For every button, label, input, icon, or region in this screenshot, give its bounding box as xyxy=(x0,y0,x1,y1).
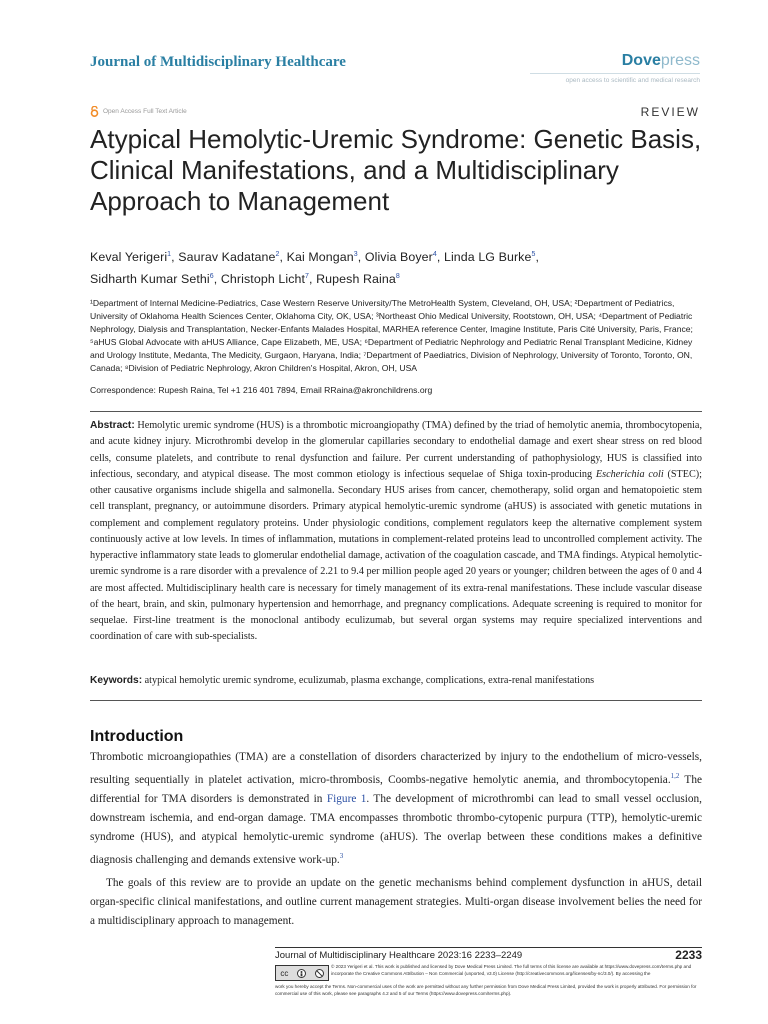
abstract-label: Abstract: xyxy=(90,420,135,431)
abstract-top-rule xyxy=(90,411,702,412)
keywords xyxy=(90,675,702,686)
intro-text-a: Thrombotic microangiopathies (TMA) are a constellation of disorders characterized by injury to the endothelium of micro-vessels, resulting sequentially in platelet activation, micro-thrombosis, Coombs-negative hemolytic anemia, and thrombocytopenia. xyxy=(90,751,702,786)
page-number: 2233 xyxy=(675,948,702,962)
open-access-badge xyxy=(90,106,187,117)
citation-ref[interactable]: 3 xyxy=(339,851,344,860)
abstract-text-1: Hemolytic uremic syndrome (HUS) is a thrombotic microangiopathy (TMA) defined by the triad of hemolytic anemia, thrombocytopenia, and acute kidney injury. Microthrombi develop in the glomerular capillaries secondary to endothelial damage and exert shear stress on red blood cells, consume platelets, and contribute to renal dysfunction and failure. Per current understanding of pathophysiology, HUS is classified into infectious, secondary, and atypical disease. The most common etiology is infectious sequelae of Shiga toxin-producing xyxy=(90,420,702,480)
keywords-text: atypical hemolytic uremic syndrome, eculizumab, plasma exchange, complications, extra-renal manifestations xyxy=(142,675,595,686)
author-name: Christoph Licht xyxy=(220,272,306,287)
author-name: Linda LG Burke xyxy=(443,250,532,265)
footer-citation: Journal of Multidisciplinary Healthcare 2023:16 2233–2249 xyxy=(275,950,523,961)
intro-paragraph-2: The goals of this review are to provide an update on the genetic mechanisms behind complement dysfunction in aHUS, detail organ-specific clinical manifestations, and outline current management strategies. Multi-organ disease involvement belies the need for a multidisciplinary approach to management. xyxy=(90,876,702,927)
author-name: Keval Yerigeri xyxy=(90,250,168,265)
open-access-label: Open Access Full Text Article xyxy=(103,108,187,115)
intro-text-b: The differential for TMA disorders is demonstrated in xyxy=(90,773,702,805)
author-affiliation-ref[interactable]: 2 xyxy=(275,251,280,258)
journal-title[interactable]: Journal of Multidisciplinary Healthcare xyxy=(90,54,346,70)
introduction-heading: Introduction xyxy=(90,728,184,745)
intro-paragraph-1 xyxy=(90,748,702,870)
author-affiliation-ref[interactable]: 1 xyxy=(167,251,172,258)
open-access-icon xyxy=(90,106,99,117)
publisher-dove: Dove xyxy=(621,52,661,69)
author-separator: , xyxy=(436,250,444,265)
noncommercial-icon xyxy=(315,969,324,978)
author-affiliation-ref[interactable]: 3 xyxy=(353,251,358,258)
author-separator: , xyxy=(357,250,365,265)
author-separator: , xyxy=(279,250,287,265)
author-affiliation-ref[interactable]: 8 xyxy=(395,273,400,281)
affiliations: ¹Department of Internal Medicine-Pediatrics, Case Western Reserve University/The MetroHealth System, Cleveland, OH, USA; ²Department of Pediatrics, University of Oklahoma Health Sciences Center, Oklahoma City, OK, USA; ³Northeast Ohio Medical University, Rootstown, OH, USA; ⁴Department of Pediatric Nephrology, Dialysis and Transplantation, Necker-Enfants Malades Hospital, MARHEA reference Center, Imagine Institute, Paris Cité University, Paris, France; ⁵aHUS Global Advocate with aHUS Alliance, Cape Elizabeth, ME, USA; ⁶Department of Pediatric Nephrology and Pediatric Renal Transplant Medicine, Kidney and Urology Institute, Medanta, The Medicity, Gurgaon, Haryana, India; ⁷Department of Paediatrics, Division of Nephrology, University of Toronto, Toronto, ON, Canada; ⁸Division of Pediatric Nephrology, Akron Children's Hospital, Akron, OH, USA xyxy=(90,298,693,373)
cc-icon: cc xyxy=(280,968,289,978)
correspondence: Correspondence: Rupesh Raina, Tel +1 216 401 7894, Email RRaina@akronchildrens.org xyxy=(90,385,433,395)
abstract-text-2: (STEC); other causative organisms include shigella and salmonella. Secondary HUS arises from cancer, chemotherapy, solid organ and hematopoietic stem cell transplant, pregnancy, or autoimmune disorders. Primary atypical hemolytic-uremic syndrome (aHUS) is associated with genetic mutations in complement and complement regulatory proteins. Under physiologic conditions, complement regulators keep the alternative complement system continuously active at low levels. In times of inflammation, mutations in complement-related proteins lead to uncontrolled complement activity. The hyperactive inflammatory state leads to glomerular endothelial damage, activation of the coagulation cascade, and TMA findings. Atypical hemolytic-uremic syndrome is a rare disorder with a prevalence of 2.21 to 9.4 per million people aged 20 years or younger; children between the ages of 0 and 4 are most affected. Multidisciplinary health care is necessary for timely management of its extra-renal manifestations. These include vascular disease of the heart, brain, and skin, pulmonary hypertension and hemorrhage, and pregnancy complications. Adequate screening is required to monitor for sequelae. First-line treatment is the monoclonal antibody eculizumab, but several organ systems may require specialized interventions and coordination of care with sub-specialists. xyxy=(90,468,702,643)
abstract xyxy=(90,418,702,646)
author-affiliation-ref[interactable]: 6 xyxy=(209,273,214,281)
author-separator: , xyxy=(309,272,317,287)
figure-1-link[interactable]: Figure 1 xyxy=(326,792,367,805)
footer-rule xyxy=(275,947,702,948)
author-separator: , xyxy=(213,272,221,287)
author-name: Sidharth Kumar Sethi xyxy=(90,272,210,287)
publisher-tagline: open access to scientific and medical research xyxy=(565,77,700,84)
keywords-label: Keywords: xyxy=(90,675,143,686)
author-name: Kai Mongan xyxy=(286,250,354,265)
header-rule xyxy=(530,73,700,74)
license-text-1: © 2023 Yerigeri et al. This work is published and licensed by Dove Medical Press Limited. The full terms of this license are available at https://www.dovepress.com/terms.php and incorporate the Creative Commons Attribution – Non Commercial (unported, v3.0) License (http://creativecommons.org/licenses/by-nc/3.0/). By accessing the xyxy=(331,964,692,976)
intro-text-c: . The development of microthrombi can lead to small vessel occlusion, downstream ischemia, and end-organ damage. TMA encompasses thrombotic thrombo-cytopenic purpura (TTP), hemolytic-uremic syndrome (HUS), and atypical hemolytic-uremic syndrome (aHUS). The overlap between these conditions makes a definitive diagnosis challenging and demands extensive work-up. xyxy=(90,792,702,866)
author-affiliation-ref[interactable]: 7 xyxy=(305,273,310,281)
article-type: REVIEW xyxy=(640,105,700,119)
author-name: Olivia Boyer xyxy=(364,250,433,265)
abstract-italic: Escherichia coli xyxy=(595,468,664,480)
abstract-bottom-rule xyxy=(90,700,702,701)
citation-ref[interactable]: 1,2 xyxy=(670,772,680,780)
author-list xyxy=(90,245,700,289)
attribution-icon xyxy=(297,969,306,978)
author-affiliation-ref[interactable]: 5 xyxy=(531,251,536,258)
author-separator: , xyxy=(535,250,539,265)
author-separator: , xyxy=(171,250,179,265)
publisher-logo[interactable] xyxy=(622,52,700,70)
publisher-press: press xyxy=(660,52,700,69)
article-title: Atypical Hemolytic-Uremic Syndrome: Genetic Basis, Clinical Manifestations, and a Multidisciplinary Approach to Management xyxy=(90,124,702,216)
author-name: Rupesh Raina xyxy=(316,272,396,287)
license-text-2: work you hereby accept the Terms. Non-commercial uses of the work are permitted without any further permission from Dove Medical Press Limited, provided the work is properly attributed. For permission for commercial use of this work, please see paragraphs 4.2 and 5 of our Terms (https://www.dovepress.com/terms.php). xyxy=(275,984,697,996)
author-affiliation-ref[interactable]: 4 xyxy=(432,251,437,258)
introduction-body xyxy=(90,748,702,931)
cc-license-badge[interactable] xyxy=(275,965,329,981)
author-name: Saurav Kadatane xyxy=(178,250,276,265)
